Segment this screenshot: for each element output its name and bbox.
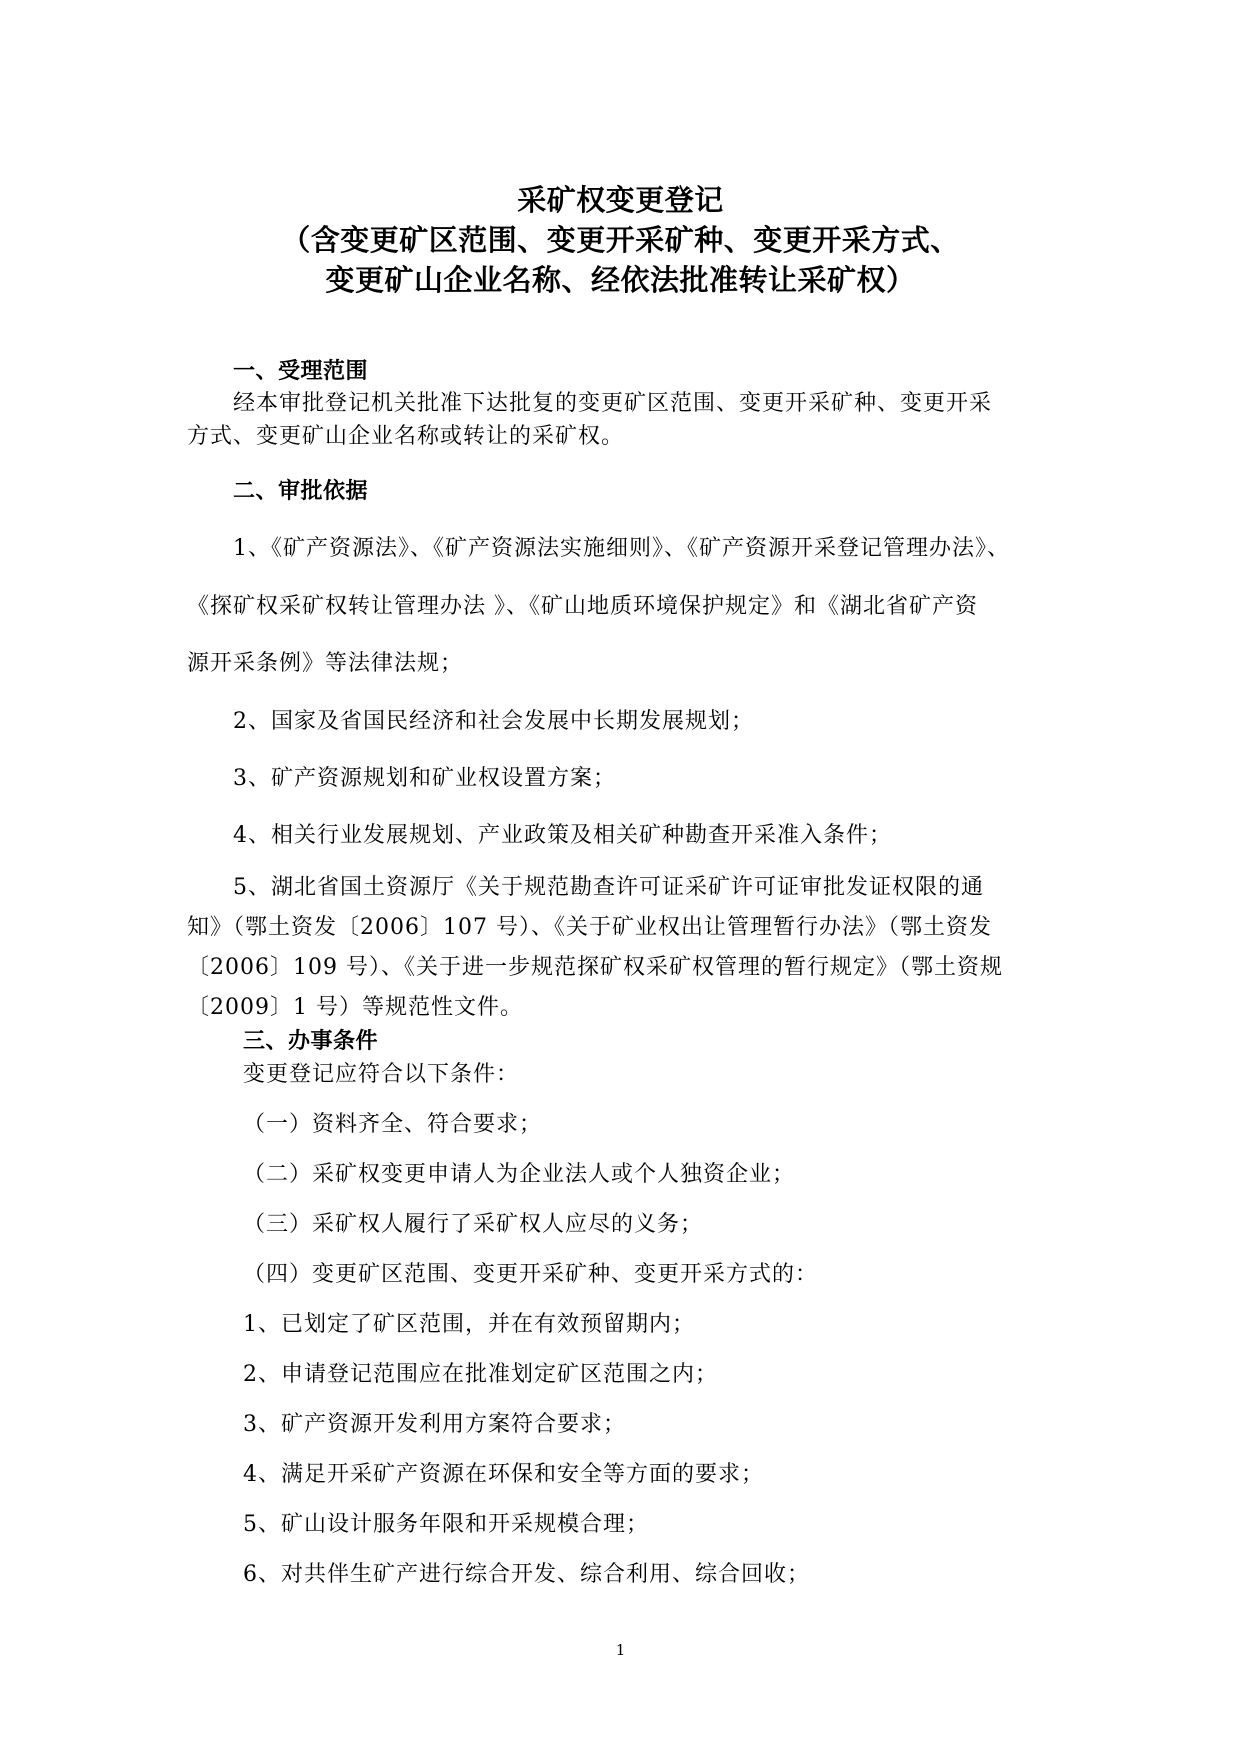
legal-basis-item-1: 《探矿权采矿权转让管理办法 》、《矿山地质环境保护规定》和《湖北省矿产资 xyxy=(187,594,978,619)
condition-subitem: 6、对共伴生矿产进行综合开发、综合利用、综合回收； xyxy=(243,1562,810,1587)
condition-subitem: 1、已划定了矿区范围，并在有效预留期内； xyxy=(243,1312,695,1337)
legal-basis-item-5: 知》（鄂土资发〔2006〕107 号）、《关于矿业权出让管理暂行办法》（鄂土资发 xyxy=(187,915,992,940)
legal-basis-item-3: 3、矿产资源规划和矿业权设置方案； xyxy=(233,766,616,791)
condition-item: （四）变更矿区范围、变更开采矿种、变更开采方式的： xyxy=(243,1262,819,1287)
legal-basis-item-2: 2、国家及省国民经济和社会发展中长期发展规划； xyxy=(233,709,754,734)
title-line-1: 采矿权变更登记 xyxy=(517,183,724,217)
section-3-intro: 变更登记应符合以下条件： xyxy=(243,1062,520,1087)
condition-subitem: 3、矿产资源开发利用方案符合要求； xyxy=(243,1412,626,1437)
condition-subitem: 2、申请登记范围应在批准划定矿区范围之内； xyxy=(243,1362,718,1387)
legal-basis-item-5: 〔2009〕1 号）等规范性文件。 xyxy=(187,995,523,1020)
section-1-heading: 一、受理范围 xyxy=(233,359,369,384)
title-line-2: （含变更矿区范围、变更开采矿种、变更开采方式、 xyxy=(281,223,960,257)
legal-basis-item-5: 5、湖北省国土资源厅《关于规范勘查许可证采矿许可证审批发证权限的通 xyxy=(233,875,984,900)
title-line-3: 变更矿山企业名称、经依法批准转让采矿权） xyxy=(325,263,916,297)
condition-subitem: 5、矿山设计服务年限和开采规模合理； xyxy=(243,1512,649,1537)
legal-basis-item-1: 源开采条例》等法律法规； xyxy=(187,651,464,676)
condition-subitem: 4、满足开采矿产资源在环保和安全等方面的要求； xyxy=(243,1462,764,1487)
condition-item: （一）资料齐全、符合要求； xyxy=(243,1112,543,1137)
section-3-heading: 三、办事条件 xyxy=(243,1029,379,1054)
legal-basis-item-5: 〔2006〕109 号）、《关于进一步规范探矿权采矿权管理的暂行规定》（鄂土资规 xyxy=(187,955,1003,980)
document-title xyxy=(0,180,1241,300)
legal-basis-item-1: 1、《矿产资源法》、《矿产资源法实施细则》、《矿产资源开采登记管理办法》、 xyxy=(233,536,1010,561)
section-1-line: 经本审批登记机关批准下达批复的变更矿区范围、变更开采矿种、变更开采 xyxy=(233,391,993,416)
section-1-line: 方式、变更矿山企业名称或转让的采矿权。 xyxy=(187,424,625,449)
section-2-heading: 二、审批依据 xyxy=(233,479,369,504)
page-number: 1 xyxy=(615,1641,626,1659)
condition-item: （二）采矿权变更申请人为企业法人或个人独资企业； xyxy=(243,1162,796,1187)
condition-item: （三）采矿权人履行了采矿权人应尽的义务； xyxy=(243,1212,704,1237)
legal-basis-item-4: 4、相关行业发展规划、产业政策及相关矿种勘查开采准入条件； xyxy=(233,823,892,848)
